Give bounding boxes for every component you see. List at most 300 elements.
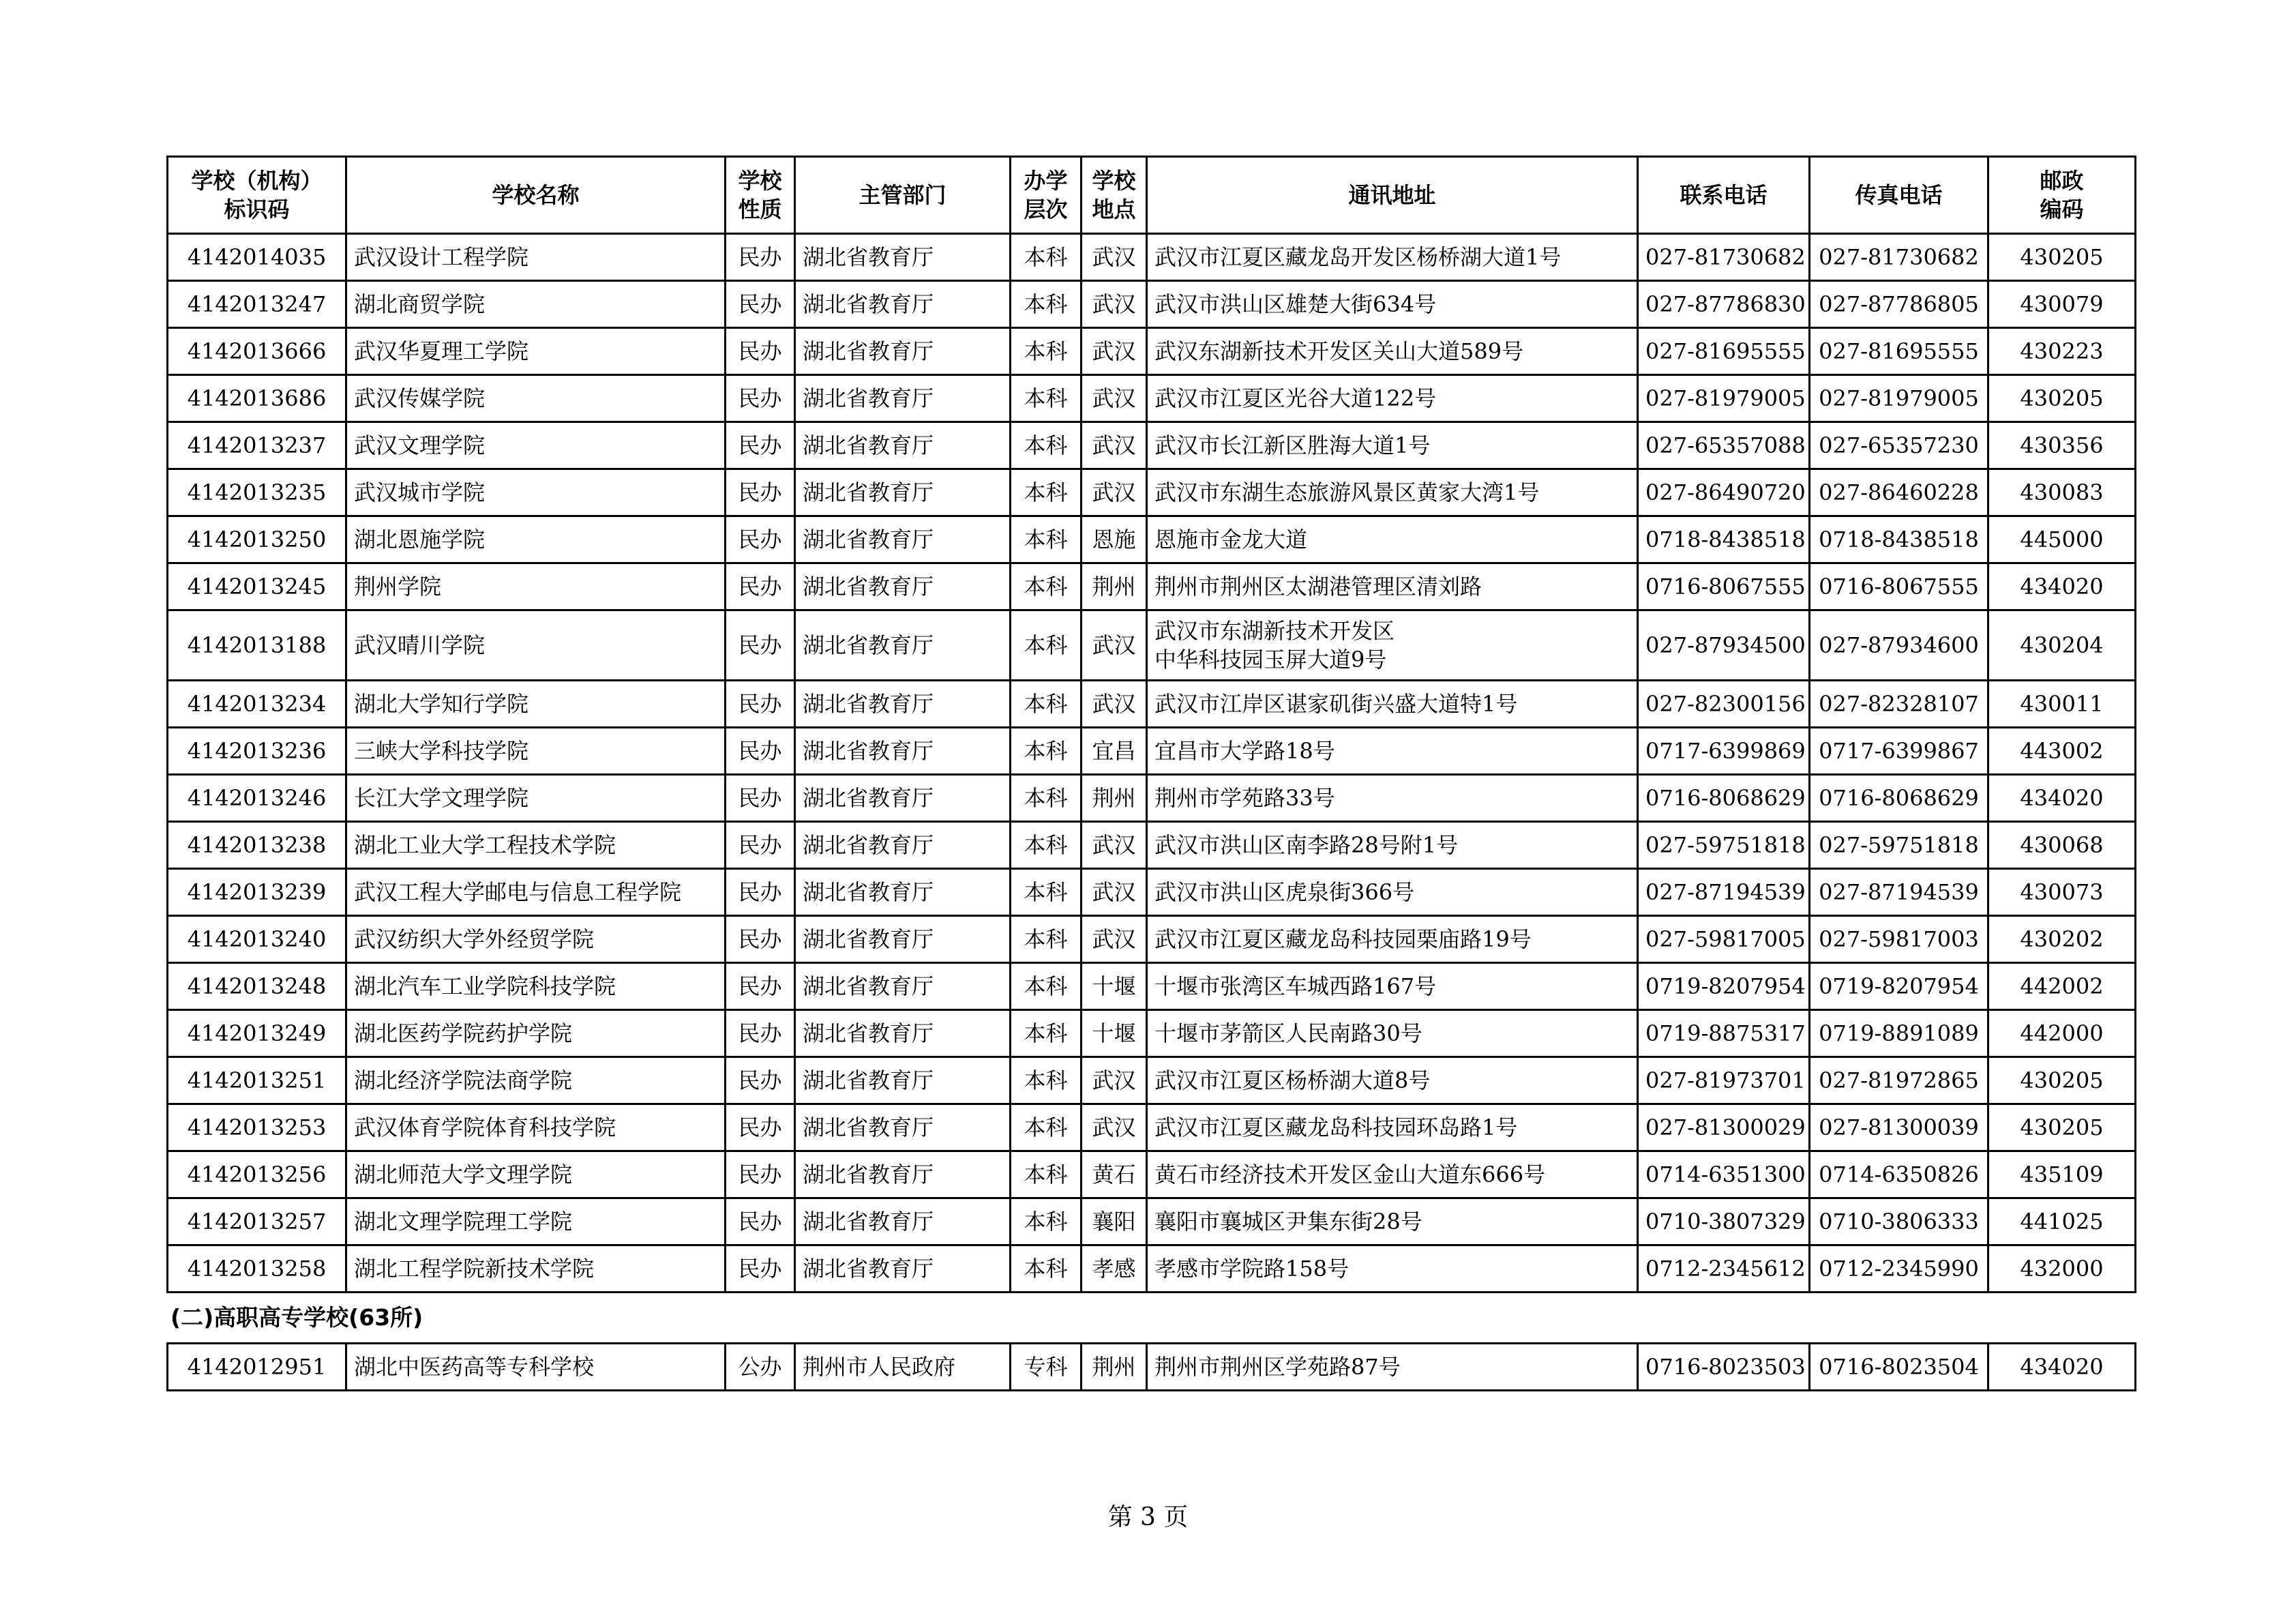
cell-location: 十堰 bbox=[1082, 963, 1147, 1010]
cell-postal: 430223 bbox=[1988, 328, 2136, 375]
cell-fax: 027-87934600 bbox=[1810, 610, 1988, 681]
address-line: 武汉市江夏区藏龙岛科技园栗庙路19号 bbox=[1154, 926, 1532, 952]
cell-address bbox=[1147, 1151, 1638, 1198]
cell-dept: 湖北省教育厅 bbox=[795, 1104, 1011, 1151]
cell-fax: 0716-8068629 bbox=[1810, 775, 1988, 822]
cell-address bbox=[1147, 1344, 1638, 1391]
table-row bbox=[168, 375, 2136, 422]
cell-fax: 0716-8067555 bbox=[1810, 563, 1988, 610]
section-title: (二)高职高专学校(63所) bbox=[170, 1304, 423, 1331]
cell-dept: 湖北省教育厅 bbox=[795, 610, 1011, 681]
cell-location: 黄石 bbox=[1082, 1151, 1147, 1198]
header-code bbox=[168, 157, 346, 234]
cell-dept: 湖北省教育厅 bbox=[795, 375, 1011, 422]
cell-nature: 民办 bbox=[726, 1245, 795, 1293]
address-line: 武汉市东湖生态旅游风景区黄家大湾1号 bbox=[1154, 479, 1540, 505]
cell-location: 武汉 bbox=[1082, 869, 1147, 916]
cell-nature: 民办 bbox=[726, 1057, 795, 1104]
cell-location: 武汉 bbox=[1082, 469, 1147, 516]
cell-address bbox=[1147, 469, 1638, 516]
cell-name: 湖北师范大学文理学院 bbox=[346, 1151, 726, 1198]
table-row bbox=[168, 822, 2136, 869]
cell-postal: 445000 bbox=[1988, 516, 2136, 563]
cell-phone: 027-82300156 bbox=[1638, 681, 1810, 728]
address-line: 武汉市洪山区雄楚大街634号 bbox=[1154, 291, 1437, 317]
cell-name: 武汉设计工程学院 bbox=[346, 234, 726, 281]
cell-dept: 湖北省教育厅 bbox=[795, 681, 1011, 728]
address-line: 武汉市洪山区南李路28号附1号 bbox=[1154, 832, 1459, 858]
cell-level: 专科 bbox=[1011, 1344, 1082, 1391]
cell-fax: 027-81979005 bbox=[1810, 375, 1988, 422]
header-address bbox=[1147, 157, 1638, 234]
cell-fax: 027-82328107 bbox=[1810, 681, 1988, 728]
cell-name: 湖北中医药高等专科学校 bbox=[346, 1344, 726, 1391]
address-line: 荆州市荆州区太湖港管理区清刘路 bbox=[1154, 574, 1482, 600]
cell-nature: 公办 bbox=[726, 1344, 795, 1391]
cell-level: 本科 bbox=[1011, 234, 1082, 281]
cell-dept: 湖北省教育厅 bbox=[795, 822, 1011, 869]
cell-level: 本科 bbox=[1011, 1198, 1082, 1245]
header-postal-line: 编码 bbox=[2040, 196, 2084, 222]
cell-location: 武汉 bbox=[1082, 610, 1147, 681]
cell-name: 武汉华夏理工学院 bbox=[346, 328, 726, 375]
table-row bbox=[168, 1344, 2136, 1391]
cell-code: 4142013240 bbox=[168, 916, 346, 963]
cell-address bbox=[1147, 1010, 1638, 1057]
cell-level: 本科 bbox=[1011, 1245, 1082, 1293]
cell-postal: 430205 bbox=[1988, 1104, 2136, 1151]
cell-level: 本科 bbox=[1011, 375, 1082, 422]
cell-address bbox=[1147, 963, 1638, 1010]
address-line: 荆州市学苑路33号 bbox=[1154, 785, 1335, 811]
table-row bbox=[168, 610, 2136, 681]
cell-level: 本科 bbox=[1011, 916, 1082, 963]
cell-postal: 435109 bbox=[1988, 1151, 2136, 1198]
cell-fax: 0710-3806333 bbox=[1810, 1198, 1988, 1245]
table-row bbox=[168, 681, 2136, 728]
cell-phone: 027-87194539 bbox=[1638, 869, 1810, 916]
cell-address bbox=[1147, 1245, 1638, 1293]
table-row bbox=[168, 422, 2136, 469]
cell-nature: 民办 bbox=[726, 1104, 795, 1151]
cell-address bbox=[1147, 234, 1638, 281]
header-name-line: 学校名称 bbox=[492, 182, 580, 208]
cell-name: 武汉纺织大学外经贸学院 bbox=[346, 916, 726, 963]
cell-postal: 434020 bbox=[1988, 1344, 2136, 1391]
cell-code: 4142013253 bbox=[168, 1104, 346, 1151]
table-row bbox=[168, 1057, 2136, 1104]
header-fax-line: 传真电话 bbox=[1855, 182, 1943, 208]
cell-fax: 0718-8438518 bbox=[1810, 516, 1988, 563]
cell-phone: 0716-8023503 bbox=[1638, 1344, 1810, 1391]
cell-address bbox=[1147, 563, 1638, 610]
cell-name: 湖北文理学院理工学院 bbox=[346, 1198, 726, 1245]
cell-phone: 027-81730682 bbox=[1638, 234, 1810, 281]
cell-code: 4142013238 bbox=[168, 822, 346, 869]
cell-name: 武汉工程大学邮电与信息工程学院 bbox=[346, 869, 726, 916]
cell-postal: 430205 bbox=[1988, 234, 2136, 281]
cell-name: 湖北恩施学院 bbox=[346, 516, 726, 563]
cell-name: 湖北工业大学工程技术学院 bbox=[346, 822, 726, 869]
cell-fax: 0719-8207954 bbox=[1810, 963, 1988, 1010]
cell-nature: 民办 bbox=[726, 563, 795, 610]
cell-name: 湖北经济学院法商学院 bbox=[346, 1057, 726, 1104]
cell-nature: 民办 bbox=[726, 916, 795, 963]
cell-phone: 0719-8207954 bbox=[1638, 963, 1810, 1010]
cell-postal: 430356 bbox=[1988, 422, 2136, 469]
cell-address bbox=[1147, 516, 1638, 563]
table-row bbox=[168, 1198, 2136, 1245]
cell-fax: 027-81730682 bbox=[1810, 234, 1988, 281]
cell-code: 4142013249 bbox=[168, 1010, 346, 1057]
address-line: 武汉市江夏区光谷大道122号 bbox=[1154, 385, 1437, 411]
cell-nature: 民办 bbox=[726, 1198, 795, 1245]
cell-level: 本科 bbox=[1011, 681, 1082, 728]
cell-code: 4142013257 bbox=[168, 1198, 346, 1245]
cell-code: 4142013188 bbox=[168, 610, 346, 681]
cell-level: 本科 bbox=[1011, 563, 1082, 610]
cell-name: 湖北医药学院药护学院 bbox=[346, 1010, 726, 1057]
cell-location: 襄阳 bbox=[1082, 1198, 1147, 1245]
cell-code: 4142013666 bbox=[168, 328, 346, 375]
cell-nature: 民办 bbox=[726, 328, 795, 375]
header-location bbox=[1082, 157, 1147, 234]
cell-fax: 0716-8023504 bbox=[1810, 1344, 1988, 1391]
cell-address bbox=[1147, 375, 1638, 422]
table-row bbox=[168, 1010, 2136, 1057]
cell-dept: 荆州市人民政府 bbox=[795, 1344, 1011, 1391]
header-nature bbox=[726, 157, 795, 234]
cell-dept: 湖北省教育厅 bbox=[795, 469, 1011, 516]
header-nature-line: 学校 bbox=[738, 168, 782, 194]
address-line: 武汉东湖新技术开发区关山大道589号 bbox=[1154, 338, 1524, 364]
cell-location: 武汉 bbox=[1082, 422, 1147, 469]
cell-level: 本科 bbox=[1011, 328, 1082, 375]
cell-postal: 430068 bbox=[1988, 822, 2136, 869]
cell-code: 4142013256 bbox=[168, 1151, 346, 1198]
cell-dept: 湖北省教育厅 bbox=[795, 963, 1011, 1010]
cell-address bbox=[1147, 822, 1638, 869]
cell-postal: 430079 bbox=[1988, 281, 2136, 328]
header-fax bbox=[1810, 157, 1988, 234]
table-row bbox=[168, 563, 2136, 610]
cell-level: 本科 bbox=[1011, 422, 1082, 469]
cell-dept: 湖北省教育厅 bbox=[795, 234, 1011, 281]
cell-postal: 430073 bbox=[1988, 869, 2136, 916]
cell-location: 荆州 bbox=[1082, 563, 1147, 610]
address-line: 武汉市洪山区虎泉街366号 bbox=[1154, 879, 1415, 905]
cell-phone: 027-87786830 bbox=[1638, 281, 1810, 328]
cell-fax: 027-81300039 bbox=[1810, 1104, 1988, 1151]
cell-postal: 441025 bbox=[1988, 1198, 2136, 1245]
cell-dept: 湖北省教育厅 bbox=[795, 516, 1011, 563]
cell-postal: 430011 bbox=[1988, 681, 2136, 728]
address-line: 武汉市江夏区藏龙岛科技园环岛路1号 bbox=[1154, 1114, 1518, 1140]
cell-location: 武汉 bbox=[1082, 375, 1147, 422]
cell-location: 武汉 bbox=[1082, 1104, 1147, 1151]
table-row bbox=[168, 728, 2136, 775]
cell-phone: 027-87934500 bbox=[1638, 610, 1810, 681]
schools-table bbox=[166, 156, 2136, 1293]
cell-code: 4142013234 bbox=[168, 681, 346, 728]
cell-dept: 湖北省教育厅 bbox=[795, 281, 1011, 328]
table-row bbox=[168, 869, 2136, 916]
cell-phone: 027-65357088 bbox=[1638, 422, 1810, 469]
address-line: 武汉市江夏区杨桥湖大道8号 bbox=[1154, 1067, 1431, 1093]
page-number: 第 3 页 bbox=[1107, 1503, 1189, 1531]
cell-postal: 443002 bbox=[1988, 728, 2136, 775]
cell-phone: 0717-6399869 bbox=[1638, 728, 1810, 775]
cell-code: 4142014035 bbox=[168, 234, 346, 281]
cell-phone: 027-86490720 bbox=[1638, 469, 1810, 516]
cell-dept: 湖北省教育厅 bbox=[795, 869, 1011, 916]
cell-level: 本科 bbox=[1011, 610, 1082, 681]
cell-address bbox=[1147, 328, 1638, 375]
cell-phone: 0710-3807329 bbox=[1638, 1198, 1810, 1245]
address-line: 黄石市经济技术开发区金山大道东666号 bbox=[1154, 1162, 1546, 1187]
cell-dept: 湖北省教育厅 bbox=[795, 1057, 1011, 1104]
cell-phone: 027-81979005 bbox=[1638, 375, 1810, 422]
header-phone bbox=[1638, 157, 1810, 234]
header-code-line: 标识码 bbox=[224, 196, 290, 222]
cell-location: 武汉 bbox=[1082, 234, 1147, 281]
cell-name: 荆州学院 bbox=[346, 563, 726, 610]
cell-nature: 民办 bbox=[726, 1151, 795, 1198]
cell-location: 武汉 bbox=[1082, 916, 1147, 963]
cell-phone: 027-59751818 bbox=[1638, 822, 1810, 869]
header-dept bbox=[795, 157, 1011, 234]
address-line: 宜昌市大学路18号 bbox=[1154, 738, 1335, 764]
cell-level: 本科 bbox=[1011, 869, 1082, 916]
cell-location: 十堰 bbox=[1082, 1010, 1147, 1057]
cell-phone: 0712-2345612 bbox=[1638, 1245, 1810, 1293]
cell-nature: 民办 bbox=[726, 375, 795, 422]
cell-level: 本科 bbox=[1011, 822, 1082, 869]
cell-name: 武汉晴川学院 bbox=[346, 610, 726, 681]
table-row bbox=[168, 916, 2136, 963]
cell-phone: 0716-8067555 bbox=[1638, 563, 1810, 610]
cell-postal: 432000 bbox=[1988, 1245, 2136, 1293]
cell-postal: 442000 bbox=[1988, 1010, 2136, 1057]
table-row bbox=[168, 516, 2136, 563]
cell-address bbox=[1147, 681, 1638, 728]
header-name bbox=[346, 157, 726, 234]
cell-postal: 434020 bbox=[1988, 775, 2136, 822]
cell-address bbox=[1147, 1057, 1638, 1104]
cell-code: 4142013236 bbox=[168, 728, 346, 775]
cell-level: 本科 bbox=[1011, 775, 1082, 822]
header-level bbox=[1011, 157, 1082, 234]
table-row bbox=[168, 775, 2136, 822]
cell-fax: 027-81972865 bbox=[1810, 1057, 1988, 1104]
header-dept-line: 主管部门 bbox=[859, 182, 946, 208]
cell-dept: 湖北省教育厅 bbox=[795, 916, 1011, 963]
cell-postal: 430205 bbox=[1988, 1057, 2136, 1104]
address-line: 十堰市张湾区车城西路167号 bbox=[1154, 973, 1437, 999]
cell-dept: 湖北省教育厅 bbox=[795, 1245, 1011, 1293]
cell-fax: 0712-2345990 bbox=[1810, 1245, 1988, 1293]
cell-nature: 民办 bbox=[726, 281, 795, 328]
cell-name: 三峡大学科技学院 bbox=[346, 728, 726, 775]
cell-code: 4142013235 bbox=[168, 469, 346, 516]
document-sheet bbox=[166, 156, 2134, 1391]
cell-dept: 湖北省教育厅 bbox=[795, 328, 1011, 375]
cell-code: 4142013247 bbox=[168, 281, 346, 328]
cell-nature: 民办 bbox=[726, 728, 795, 775]
cell-postal: 434020 bbox=[1988, 563, 2136, 610]
address-line: 武汉市长江新区胜海大道1号 bbox=[1154, 432, 1431, 458]
table-row bbox=[168, 1245, 2136, 1293]
cell-nature: 民办 bbox=[726, 681, 795, 728]
header-row bbox=[168, 157, 2136, 234]
cell-level: 本科 bbox=[1011, 1104, 1082, 1151]
cell-address bbox=[1147, 869, 1638, 916]
cell-location: 孝感 bbox=[1082, 1245, 1147, 1293]
cell-nature: 民办 bbox=[726, 610, 795, 681]
address-line: 荆州市荆州区学苑路87号 bbox=[1154, 1354, 1401, 1380]
header-nature-line: 性质 bbox=[738, 196, 782, 222]
address-line: 武汉市江夏区藏龙岛开发区杨桥湖大道1号 bbox=[1154, 244, 1562, 270]
cell-nature: 民办 bbox=[726, 422, 795, 469]
cell-level: 本科 bbox=[1011, 281, 1082, 328]
header-address-line: 通讯地址 bbox=[1348, 182, 1436, 208]
cell-name: 湖北大学知行学院 bbox=[346, 681, 726, 728]
cell-fax: 027-81695555 bbox=[1810, 328, 1988, 375]
address-line: 十堰市茅箭区人民南路30号 bbox=[1154, 1020, 1422, 1046]
cell-address bbox=[1147, 916, 1638, 963]
cell-location: 武汉 bbox=[1082, 681, 1147, 728]
header-code-line: 学校（机构） bbox=[191, 168, 323, 194]
cell-location: 武汉 bbox=[1082, 328, 1147, 375]
cell-phone: 027-81300029 bbox=[1638, 1104, 1810, 1151]
cell-dept: 湖北省教育厅 bbox=[795, 1151, 1011, 1198]
cell-phone: 0718-8438518 bbox=[1638, 516, 1810, 563]
cell-code: 4142013237 bbox=[168, 422, 346, 469]
table-row bbox=[168, 469, 2136, 516]
cell-fax: 027-65357230 bbox=[1810, 422, 1988, 469]
header-level-line: 层次 bbox=[1024, 196, 1068, 222]
cell-fax: 027-87194539 bbox=[1810, 869, 1988, 916]
header-level-line: 办学 bbox=[1024, 168, 1068, 194]
cell-code: 4142013686 bbox=[168, 375, 346, 422]
cell-fax: 0719-8891089 bbox=[1810, 1010, 1988, 1057]
address-line: 武汉市江岸区谌家矶街兴盛大道特1号 bbox=[1154, 691, 1518, 717]
cell-name: 武汉传媒学院 bbox=[346, 375, 726, 422]
cell-code: 4142013248 bbox=[168, 963, 346, 1010]
cell-name: 湖北工程学院新技术学院 bbox=[346, 1245, 726, 1293]
cell-address bbox=[1147, 422, 1638, 469]
cell-name: 武汉文理学院 bbox=[346, 422, 726, 469]
table-row bbox=[168, 281, 2136, 328]
cell-level: 本科 bbox=[1011, 1057, 1082, 1104]
cell-nature: 民办 bbox=[726, 516, 795, 563]
table-row bbox=[168, 328, 2136, 375]
cell-level: 本科 bbox=[1011, 728, 1082, 775]
cell-location: 武汉 bbox=[1082, 1057, 1147, 1104]
cell-location: 荆州 bbox=[1082, 1344, 1147, 1391]
cell-nature: 民办 bbox=[726, 775, 795, 822]
cell-phone: 027-59817005 bbox=[1638, 916, 1810, 963]
cell-fax: 027-59817003 bbox=[1810, 916, 1988, 963]
cell-level: 本科 bbox=[1011, 469, 1082, 516]
address-line: 中华科技园玉屏大道9号 bbox=[1154, 647, 1387, 673]
table-row bbox=[168, 234, 2136, 281]
cell-code: 4142013251 bbox=[168, 1057, 346, 1104]
cell-name: 武汉城市学院 bbox=[346, 469, 726, 516]
header-postal-line: 邮政 bbox=[2040, 168, 2084, 194]
cell-address bbox=[1147, 610, 1638, 681]
cell-code: 4142013239 bbox=[168, 869, 346, 916]
cell-level: 本科 bbox=[1011, 516, 1082, 563]
address-line: 孝感市学院路158号 bbox=[1154, 1256, 1350, 1282]
cell-address bbox=[1147, 728, 1638, 775]
cell-address bbox=[1147, 1198, 1638, 1245]
cell-postal: 430205 bbox=[1988, 375, 2136, 422]
cell-dept: 湖北省教育厅 bbox=[795, 1198, 1011, 1245]
cell-phone: 0714-6351300 bbox=[1638, 1151, 1810, 1198]
cell-dept: 湖北省教育厅 bbox=[795, 1010, 1011, 1057]
cell-code: 4142013245 bbox=[168, 563, 346, 610]
cell-location: 武汉 bbox=[1082, 822, 1147, 869]
cell-fax: 027-87786805 bbox=[1810, 281, 1988, 328]
vocational-schools-table bbox=[166, 1342, 2136, 1391]
cell-name: 武汉体育学院体育科技学院 bbox=[346, 1104, 726, 1151]
cell-code: 4142013246 bbox=[168, 775, 346, 822]
cell-nature: 民办 bbox=[726, 1010, 795, 1057]
header-location-line: 学校 bbox=[1092, 168, 1136, 194]
cell-dept: 湖北省教育厅 bbox=[795, 422, 1011, 469]
cell-code: 4142013250 bbox=[168, 516, 346, 563]
cell-phone: 0719-8875317 bbox=[1638, 1010, 1810, 1057]
cell-postal: 430083 bbox=[1988, 469, 2136, 516]
cell-level: 本科 bbox=[1011, 1010, 1082, 1057]
cell-name: 湖北汽车工业学院科技学院 bbox=[346, 963, 726, 1010]
cell-name: 长江大学文理学院 bbox=[346, 775, 726, 822]
address-line: 武汉市东湖新技术开发区 bbox=[1154, 618, 1395, 644]
cell-level: 本科 bbox=[1011, 963, 1082, 1010]
header-location-line: 地点 bbox=[1092, 196, 1136, 222]
table-row bbox=[168, 963, 2136, 1010]
cell-location: 荆州 bbox=[1082, 775, 1147, 822]
cell-nature: 民办 bbox=[726, 963, 795, 1010]
cell-location: 武汉 bbox=[1082, 281, 1147, 328]
cell-code: 4142012951 bbox=[168, 1344, 346, 1391]
cell-address bbox=[1147, 1104, 1638, 1151]
cell-dept: 湖北省教育厅 bbox=[795, 775, 1011, 822]
cell-location: 恩施 bbox=[1082, 516, 1147, 563]
header-phone-line: 联系电话 bbox=[1680, 182, 1768, 208]
address-line: 襄阳市襄城区尹集东街28号 bbox=[1154, 1209, 1422, 1235]
cell-nature: 民办 bbox=[726, 822, 795, 869]
cell-phone: 027-81695555 bbox=[1638, 328, 1810, 375]
cell-nature: 民办 bbox=[726, 469, 795, 516]
cell-name: 湖北商贸学院 bbox=[346, 281, 726, 328]
cell-location: 宜昌 bbox=[1082, 728, 1147, 775]
cell-code: 4142013258 bbox=[168, 1245, 346, 1293]
cell-fax: 0717-6399867 bbox=[1810, 728, 1988, 775]
cell-address bbox=[1147, 775, 1638, 822]
cell-postal: 442002 bbox=[1988, 963, 2136, 1010]
cell-fax: 027-59751818 bbox=[1810, 822, 1988, 869]
cell-postal: 430204 bbox=[1988, 610, 2136, 681]
table-row bbox=[168, 1104, 2136, 1151]
cell-fax: 027-86460228 bbox=[1810, 469, 1988, 516]
cell-postal: 430202 bbox=[1988, 916, 2136, 963]
cell-phone: 027-81973701 bbox=[1638, 1057, 1810, 1104]
address-line: 恩施市金龙大道 bbox=[1154, 527, 1308, 552]
cell-dept: 湖北省教育厅 bbox=[795, 563, 1011, 610]
header-postal bbox=[1988, 157, 2136, 234]
